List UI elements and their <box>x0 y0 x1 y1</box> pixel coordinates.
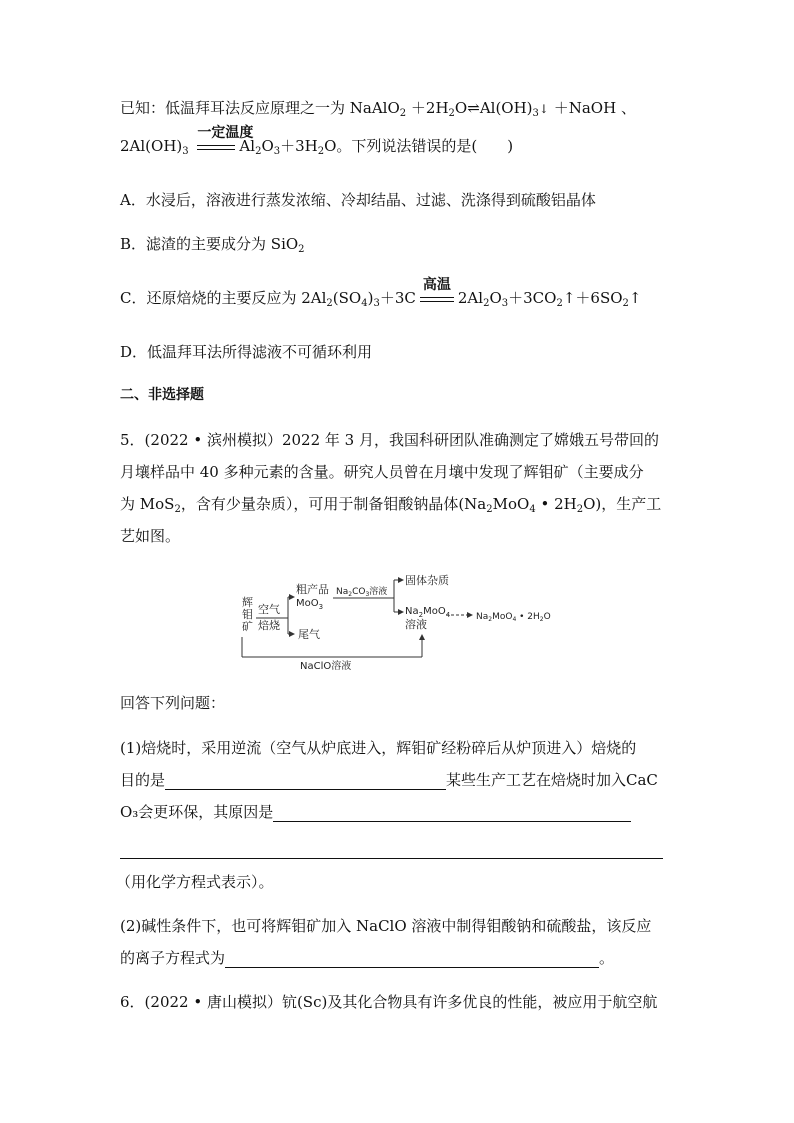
text: ＋NaOH 、 <box>548 99 636 117</box>
tail-gas-label: 尾气 <box>298 628 320 641</box>
answer-blank-full-line[interactable] <box>120 858 663 859</box>
text: Al <box>239 137 256 155</box>
formula-part: MoO <box>296 598 319 609</box>
text: ＋6SO <box>575 289 623 307</box>
subscript: 3 <box>373 298 380 309</box>
subscript: 2 <box>622 298 629 309</box>
product-label <box>476 612 551 623</box>
q5-1-line-3 <box>120 802 631 822</box>
option-c <box>120 277 642 309</box>
subscript: 3 <box>318 603 324 611</box>
subscript: 3 <box>532 108 539 119</box>
subscript: 3 <box>365 591 370 598</box>
text: O <box>489 289 502 307</box>
na2moo4-solution-label: 溶液 <box>405 618 427 631</box>
subscript: 4 <box>512 616 517 623</box>
formula-part: Na <box>336 587 349 597</box>
text: O)，生产工 <box>583 495 662 513</box>
option-a: A．水浸后，溶液进行蒸发浓缩、冷却结晶、过滤、洗涤得到硫酸铝晶体 <box>120 191 596 209</box>
subscript: 2 <box>486 504 493 515</box>
text: ＋3CO <box>508 289 557 307</box>
naclo-label: NaClO溶液 <box>300 661 352 672</box>
formula-part: 溶液 <box>369 587 388 597</box>
equilibrium-arrow: ⇌ <box>467 99 480 117</box>
q5-line-4: 艺如图。 <box>120 527 181 545</box>
text: 的离子方程式为 <box>120 949 226 967</box>
roast-label: 焙烧 <box>258 619 280 632</box>
equal-sign <box>197 145 235 150</box>
answer-blank[interactable] <box>165 773 446 790</box>
q5-1-line-1: (1)焙烧时，采用逆流（空气从炉底进入，辉钼矿经粉碎后从炉顶进入）焙烧的 <box>120 739 637 757</box>
subscript: 2 <box>418 611 424 619</box>
air-label: 空气 <box>258 603 280 616</box>
known-reaction-line-1 <box>120 98 636 119</box>
subscript: 4 <box>361 298 368 309</box>
answer-blank[interactable] <box>225 951 599 968</box>
q5-line-2: 月壤样品中 40 多种元素的含量。研究人员曾在月壤中发现了辉钼矿（主要成分 <box>120 463 644 481</box>
ore-label-1: 辉 <box>242 596 253 609</box>
text: ，含有少量杂质），可用于制备钼酸钠晶体(Na <box>180 495 487 513</box>
precipitate-arrow: ↓ <box>538 102 549 116</box>
gas-arrow: ↑ <box>562 289 576 307</box>
subscript: 3 <box>501 298 509 309</box>
gas-arrow: ↑ <box>628 289 642 307</box>
text: 2Al(OH) <box>120 137 183 155</box>
q6-line-1: 6．(2022 • 唐山模拟）钪(Sc)及其化合物具有许多优良的性能，被应用于航空航 <box>120 993 658 1011</box>
equal-sign <box>420 297 454 302</box>
section-heading: 二、非选择题 <box>120 387 204 403</box>
text: 某些生产工艺在焙烧时加入CaC <box>446 771 658 789</box>
moo3-label <box>296 598 323 611</box>
text: O₃会更环保，其原因是 <box>120 803 274 821</box>
text: O <box>261 137 274 155</box>
q5-2-line-1: (2)碱性条件下，也可将辉钼矿加入 NaClO 溶液中制得钼酸钠和硫酸盐，该反应 <box>120 917 652 935</box>
subscript: 2 <box>348 591 353 598</box>
text: MoO <box>492 495 530 513</box>
option-d: D．低温拜耳法所得滤液不可循环利用 <box>120 343 373 361</box>
text: ) <box>367 289 374 307</box>
text: C．还原焙烧的主要反应为 2Al <box>120 289 327 307</box>
subscript: 3 <box>273 146 281 157</box>
condition-label: 一定温度 <box>197 125 254 141</box>
formula-part: CO <box>352 587 366 597</box>
text: 目的是 <box>120 771 166 789</box>
q5-line-3 <box>120 494 661 514</box>
text: ＋2H <box>406 99 449 117</box>
solid-impurity-label: 固体杂质 <box>405 574 449 587</box>
subscript: 2 <box>488 616 493 623</box>
option-b <box>120 234 305 254</box>
text: 。 <box>599 949 615 967</box>
na2co3-label <box>336 585 387 598</box>
ore-label-2: 钼 <box>242 608 253 621</box>
q5-line-1: 5．(2022 • 滨州模拟）2022 年 3 月，我国科研团队准确测定了嫦娥五号带回的 <box>120 431 659 449</box>
text: 已知：低温拜耳法反应原理之一为 NaAlO <box>120 99 400 117</box>
subscript: 4 <box>529 504 536 515</box>
subscript: 2 <box>539 616 544 623</box>
subscript: 2 <box>483 298 490 309</box>
subscript: 4 <box>445 611 451 619</box>
formula-part: MoO <box>423 606 446 617</box>
process-flow-diagram <box>236 567 566 673</box>
text: (SO <box>332 289 362 307</box>
subscript: 3 <box>182 146 189 157</box>
formula-part: Na <box>476 612 489 622</box>
known-reaction-line-2 <box>120 125 514 157</box>
subscript: 2 <box>576 504 584 515</box>
text: ＋3H <box>280 137 318 155</box>
text: ＋3C <box>379 289 416 307</box>
q5-2-line-2 <box>120 948 614 968</box>
subscript: 2 <box>326 298 333 309</box>
formula-part: Na <box>405 606 419 617</box>
answer-intro: 回答下列问题： <box>120 694 226 712</box>
reaction-condition <box>420 277 454 308</box>
subscript: 2 <box>255 146 262 157</box>
answer-blank[interactable] <box>273 805 631 822</box>
ore-label-3: 矿 <box>242 620 253 633</box>
subscript: 2 <box>317 146 325 157</box>
condition-label: 高温 <box>422 277 451 293</box>
subscript: 2 <box>298 244 305 255</box>
crude-product-label: 粗产品 <box>296 583 329 596</box>
text: 2Al <box>457 289 484 307</box>
q5-1-line-2 <box>120 770 658 790</box>
q5-1-line-5: （用化学方程式表示）。 <box>116 873 274 891</box>
text: • 2H <box>535 495 577 513</box>
subscript: 2 <box>174 504 181 515</box>
formula-part: MoO <box>492 612 513 622</box>
text: O <box>454 99 468 117</box>
text: B．滤渣的主要成分为 SiO <box>120 235 299 253</box>
subscript: 2 <box>448 108 455 119</box>
subscript: 2 <box>399 108 407 119</box>
text: 为 MoS <box>120 495 175 513</box>
text: Al(OH) <box>479 99 533 117</box>
formula-part: • 2H <box>516 612 540 622</box>
formula-part: O <box>543 612 551 622</box>
subscript: 2 <box>556 298 563 309</box>
text: O。下列说法错误的是( ) <box>324 137 514 155</box>
